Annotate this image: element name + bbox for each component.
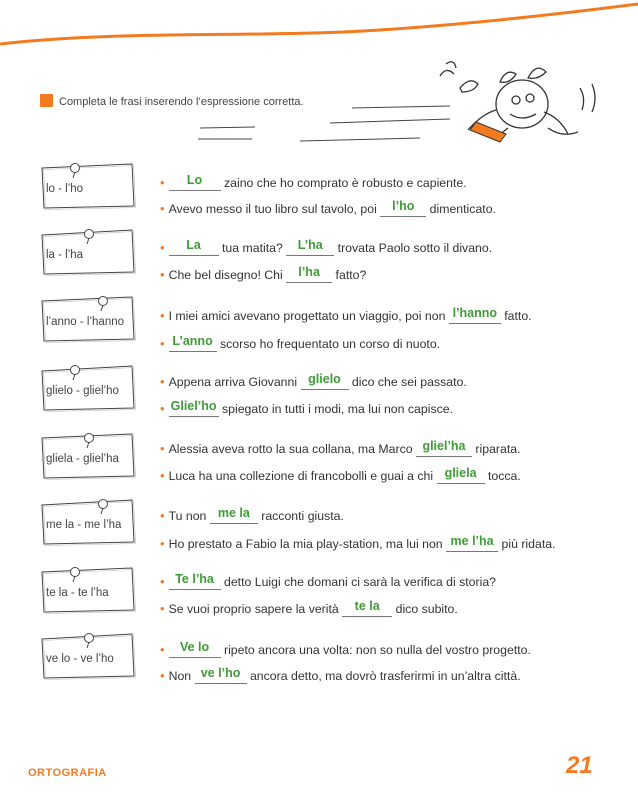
sentence-text: dimenticato.	[426, 202, 496, 216]
sentence-text: scorso ho frequentato un corso di nuoto.	[216, 337, 441, 351]
bullet-icon: •	[160, 201, 165, 216]
answer-blank	[169, 238, 219, 256]
expression-card	[40, 364, 136, 412]
bullet-icon: •	[160, 468, 165, 483]
answer-text: L’anno	[172, 334, 213, 348]
bullet-icon: •	[160, 267, 165, 282]
sentence-text: Non	[168, 669, 195, 683]
sentence-text: I miei amici avevano progettato un viaggio, poi non	[168, 309, 449, 323]
answer-blank	[169, 399, 219, 417]
sentence-line	[160, 508, 344, 524]
answer-text: La	[186, 238, 201, 252]
bullet-icon: •	[160, 308, 165, 323]
sentence-text: zaino che ho comprato è robusto e capiente.	[220, 176, 467, 190]
answer-blank	[169, 334, 217, 352]
sentence-text: trovata Paolo sotto il divano.	[334, 241, 493, 255]
bullet-icon: •	[160, 240, 165, 255]
answer-text: ve l’ho	[200, 666, 241, 680]
expression-card	[40, 162, 136, 210]
sentence-text: Alessia aveva rotto la sua collana, ma Marco	[168, 442, 416, 456]
answer-blank	[286, 238, 334, 256]
expression-label: glielo - gliel’ho	[46, 385, 119, 397]
answer-text: Gliel’ho	[170, 399, 217, 413]
expression-card	[40, 295, 136, 343]
expression-label: te la - te l’ha	[46, 587, 109, 599]
answer-text: me la	[217, 506, 250, 520]
bullet-icon: •	[160, 642, 165, 657]
answer-text: glielo	[308, 372, 341, 386]
expression-label: gliela - gliel’ha	[46, 453, 119, 465]
answer-text: l’ho	[392, 199, 415, 213]
expression-card	[40, 632, 136, 680]
sentence-text: dico che sei passato.	[348, 375, 467, 389]
expression-label: l’anno - l’hanno	[46, 316, 125, 328]
sentence-line	[160, 374, 467, 390]
answer-text: l’hanno	[452, 306, 498, 320]
bullet-icon: •	[160, 574, 165, 589]
answer-blank	[301, 372, 349, 390]
sentence-text: Se vuoi proprio sapere la verità	[168, 602, 343, 616]
expression-label: me la - me l’ha	[46, 519, 122, 531]
instruction-text: Completa le frasi inserendo l’espressione corretta.	[59, 96, 304, 108]
sentence-text: Che bel disegno! Chi	[168, 268, 287, 282]
expression-label: ve lo - ve l’ho	[46, 653, 114, 665]
bullet-icon: •	[160, 374, 165, 389]
answer-text: l’ha	[298, 265, 320, 279]
running-character-illustration	[420, 48, 610, 158]
sentence-text: tocca.	[484, 469, 521, 483]
answer-blank	[446, 534, 498, 552]
sentence-line	[160, 308, 532, 324]
sentence-text: tua matita?	[218, 241, 287, 255]
sentence-text: Luca ha una collezione di francobolli e guai a chi	[168, 469, 437, 483]
section-label: ORTOGRAFIA	[28, 767, 107, 779]
sentence-line	[160, 601, 458, 617]
page-number: 21	[566, 752, 593, 779]
answer-blank	[210, 506, 258, 524]
sentence-text: Appena arriva Giovanni	[168, 375, 301, 389]
sentence-text: dico subito.	[392, 602, 458, 616]
sentence-text: detto Luigi che domani ci sarà la verifica di storia?	[220, 575, 497, 589]
expression-card	[40, 566, 136, 614]
bullet-icon: •	[160, 336, 165, 351]
sentence-line	[160, 574, 496, 590]
answer-blank	[342, 599, 392, 617]
expression-label: lo - l’ho	[46, 183, 84, 195]
sentence-text: racconti giusta.	[257, 509, 344, 523]
sentence-text: fatto?	[332, 268, 367, 282]
answer-blank	[286, 265, 332, 283]
answer-text: Te l’ha	[175, 572, 214, 586]
expression-card	[40, 498, 136, 546]
sentence-text: ripeto ancora una volta: non so nulla del vostro progetto.	[220, 643, 531, 657]
sentence-line	[160, 468, 521, 484]
sentence-line	[160, 536, 556, 552]
sentence-line	[160, 201, 496, 217]
answer-text: me l’ha	[450, 534, 494, 548]
sentence-text: più ridata.	[498, 537, 556, 551]
sentence-text: Tu non	[168, 509, 210, 523]
sentence-line	[160, 441, 521, 457]
bullet-icon: •	[160, 601, 165, 616]
bullet-icon: •	[160, 536, 165, 551]
bullet-icon: •	[160, 668, 165, 683]
sentence-text: spiegato in tutti i modi, ma lui non capisce.	[218, 402, 454, 416]
answer-text: L’ha	[297, 238, 323, 252]
answer-text: gliela	[444, 466, 477, 480]
bullet-icon: •	[160, 401, 165, 416]
answer-text: gliel’ha	[422, 439, 466, 453]
sentence-text: fatto.	[500, 309, 532, 323]
answer-blank	[169, 640, 221, 658]
sentence-line	[160, 175, 467, 191]
sentence-line	[160, 642, 531, 658]
answer-text: te la	[354, 599, 380, 613]
sentence-line	[160, 336, 440, 352]
answer-blank	[449, 306, 501, 324]
bullet-icon: •	[160, 175, 165, 190]
expression-card	[40, 228, 136, 276]
answer-text: Ve lo	[179, 640, 210, 654]
sentence-line	[160, 267, 366, 283]
answer-blank	[380, 199, 426, 217]
answer-blank	[195, 666, 247, 684]
sentence-text: Ho prestato a Fabio la mia play-station, ma lui non	[168, 537, 447, 551]
answer-blank	[169, 173, 221, 191]
sentence-line	[160, 668, 521, 684]
sentence-line	[160, 401, 453, 417]
answer-blank	[169, 572, 221, 590]
expression-label: la - l’ha	[46, 249, 84, 261]
sentence-text: riparata.	[471, 442, 521, 456]
answer-blank	[416, 439, 472, 457]
sentence-text: ancora detto, ma dovrò trasferirmi in un’altra città.	[246, 669, 521, 683]
sentence-line	[160, 240, 492, 256]
answer-text: Lo	[186, 173, 203, 187]
answer-blank	[437, 466, 485, 484]
expression-card	[40, 432, 136, 480]
bullet-icon: •	[160, 441, 165, 456]
bullet-icon: •	[160, 508, 165, 523]
orange-square-icon	[40, 94, 53, 107]
sentence-text: Avevo messo il tuo libro sul tavolo, poi	[168, 202, 381, 216]
